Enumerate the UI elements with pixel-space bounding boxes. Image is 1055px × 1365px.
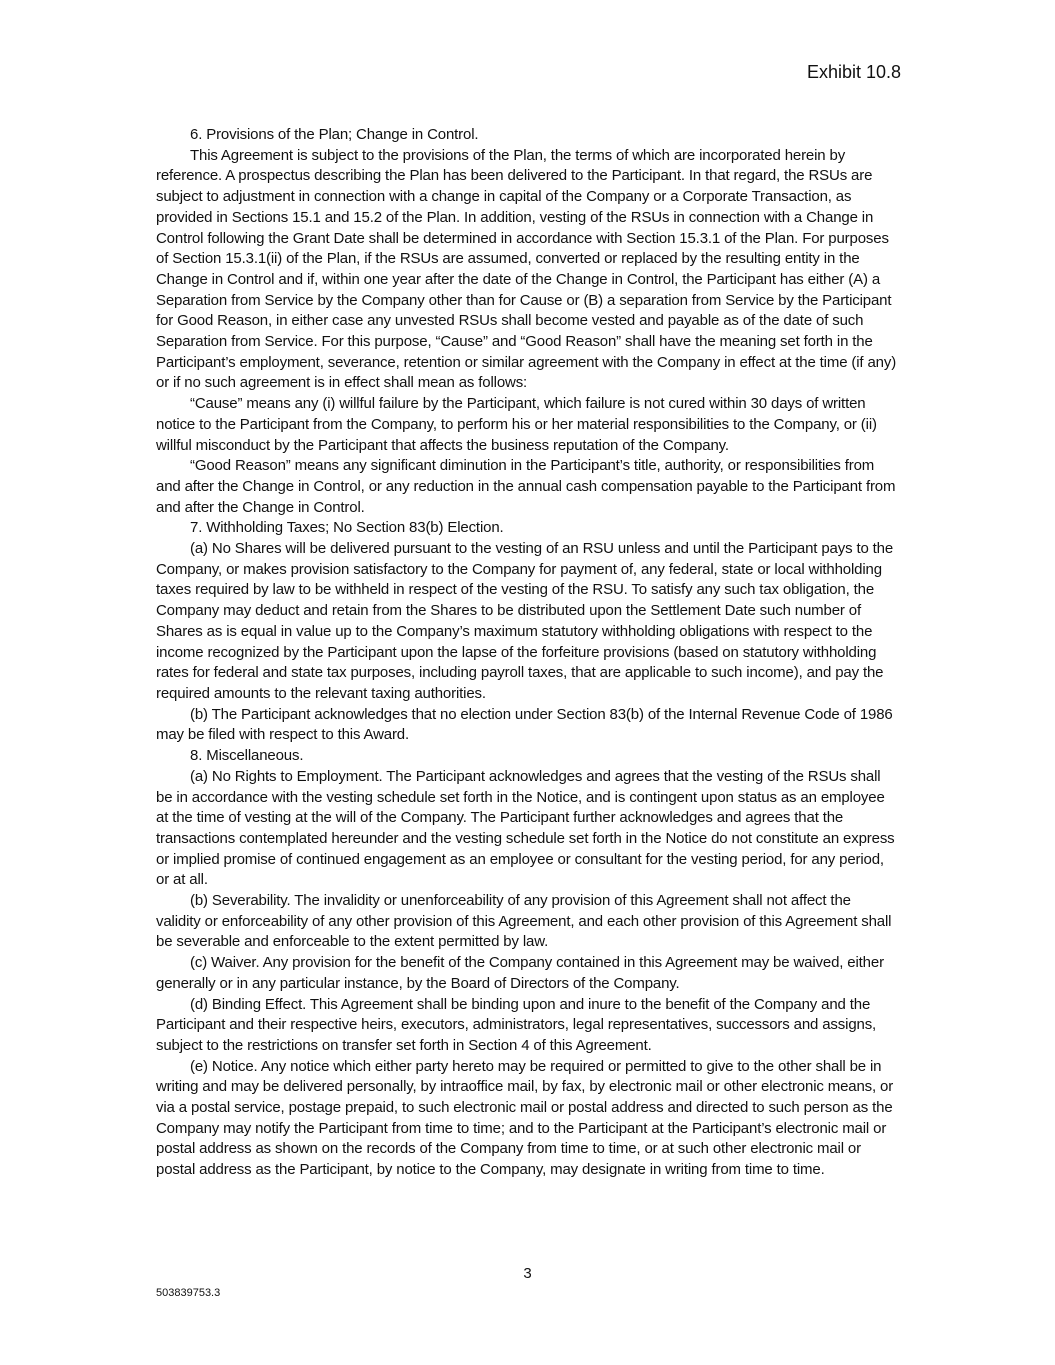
- section-heading-6: 6. Provisions of the Plan; Change in Control.: [190, 126, 479, 143]
- paragraph-8a: (a) No Rights to Employment. The Participant acknowledges and agrees that the vesting of the RSUs shall be in accordance with the vesting schedule set forth in the Notice, and is contingent upon status as an employee at the time of vesting at the will of the Company. The Participant further acknowledges and agrees that the transactions contemplated hereunder and the vesting schedule set forth in the Notice do not constitute an express or implied promise of continued engagement as an employee or consultant for the vesting period, for any period, or at all.: [156, 767, 895, 889]
- document-id: 503839753.3: [156, 1287, 221, 1299]
- paragraph-8b: (b) Severability. The invalidity or unenforceability of any provision of this Agreement shall not affect the validity or enforceability of any other provision of this Agreement, and each other provision of this Agreement shall be severable and enforceable to the extent permitted by law.: [156, 892, 892, 951]
- section-heading-8: 8. Miscellaneous.: [190, 747, 304, 765]
- paragraph-good-reason-definition: “Good Reason” means any significant diminution in the Participant’s title, authority, or responsibilities from and after the Change in Control, or any reduction in the annual cash compensation payable to the Participant from and after the Change in Control.: [156, 457, 896, 516]
- section-heading-7: 7. Withholding Taxes; No Section 83(b) Election.: [190, 519, 504, 537]
- page-number: 3: [523, 1265, 532, 1282]
- paragraph-7a: (a) No Shares will be delivered pursuant to the vesting of an RSU unless and until the Participant pays to the Company, or makes provision satisfactory to the Company for payment of, any federal, state or local withholding taxes required by law to be withheld in respect of the vesting of the RSU. To satisfy any such tax obligation, the Company may deduct and retain from the Shares to be distributed upon the Settlement Date such number of Shares as is equal in value up to the Company’s maximum statutory withholding obligations with respect to the income recognized by the Participant upon the lapse of the forfeiture provisions (based on statutory withholding rates for federal and state tax purposes, including payroll taxes, that are applicable to such income), and pay the required amounts to the relevant taxing authorities.: [156, 540, 894, 702]
- paragraph-8c: (c) Waiver. Any provision for the benefit of the Company contained in this Agreement may be waived, either generally or in any particular instance, by the Board of Directors of the Company.: [156, 954, 884, 992]
- paragraph-8d: (d) Binding Effect. This Agreement shall be binding upon and inure to the benefit of the Company and the Participant and their respective heirs, executors, administrators, legal representatives, successors and assigns, subject to the restrictions on transfer set forth in Section 4 of this Agreement.: [156, 995, 877, 1054]
- paragraph-8e: (e) Notice. Any notice which either party hereto may be required or permitted to give to the other shall be in writing and may be delivered personally, by intraoffice mail, by fax, by electronic mail or other electronic means, or via a postal service, postage prepaid, to such electronic mail or postal address and directed to such person as the Company may notify the Participant from time to time; and to the Participant at the Participant’s electronic mail or postal address as shown on the records of the Company from time to time, or at such other electronic mail or postal address as the Participant, by notice to the Company, may designate in writing from time to time.: [156, 1057, 894, 1179]
- document-body: [156, 125, 898, 1181]
- paragraph-plan-provisions: This Agreement is subject to the provisions of the Plan, the terms of which are incorporated herein by reference. A prospectus describing the Plan has been delivered to the Participant. In that regard, the RSUs are subject to adjustment in connection with a change in capital of the Company or a Corporate Transaction, as provided in Sections 15.1 and 15.2 of the Plan. In addition, vesting of the RSUs in connection with a Change in Control following the Grant Date shall be determined in accordance with Section 15.3.1 of the Plan. For purposes of Section 15.3.1(ii) of the Plan, if the RSUs are assumed, converted or replaced by the resulting entity in the Change in Control and if, within one year after the date of the Change in Control, the Participant has either (A) a Separation from Service by the Company other than for Cause or (B) a separation from Service by the Participant for Good Reason, in either case any unvested RSUs shall become vested and payable as of the date of such Separation from Service. For this purpose, “Cause” and “Good Reason” shall have the meaning set forth in the Participant’s employment, severance, retention or similar agreement with the Company in effect at the time (if any) or if no such agreement is in effect shall mean as follows:: [156, 146, 897, 392]
- exhibit-label: Exhibit 10.8: [806, 62, 901, 82]
- paragraph-7b: (b) The Participant acknowledges that no election under Section 83(b) of the Internal Revenue Code of 1986 may be filed with respect to this Award.: [156, 705, 893, 744]
- paragraph-cause-definition: “Cause” means any (i) willful failure by the Participant, which failure is not cured within 30 days of written notice to the Participant from the Company, to perform his or her material responsibilities to the Company, or (ii) willful misconduct by the Participant that affects the business reputation of the Company.: [156, 395, 877, 454]
